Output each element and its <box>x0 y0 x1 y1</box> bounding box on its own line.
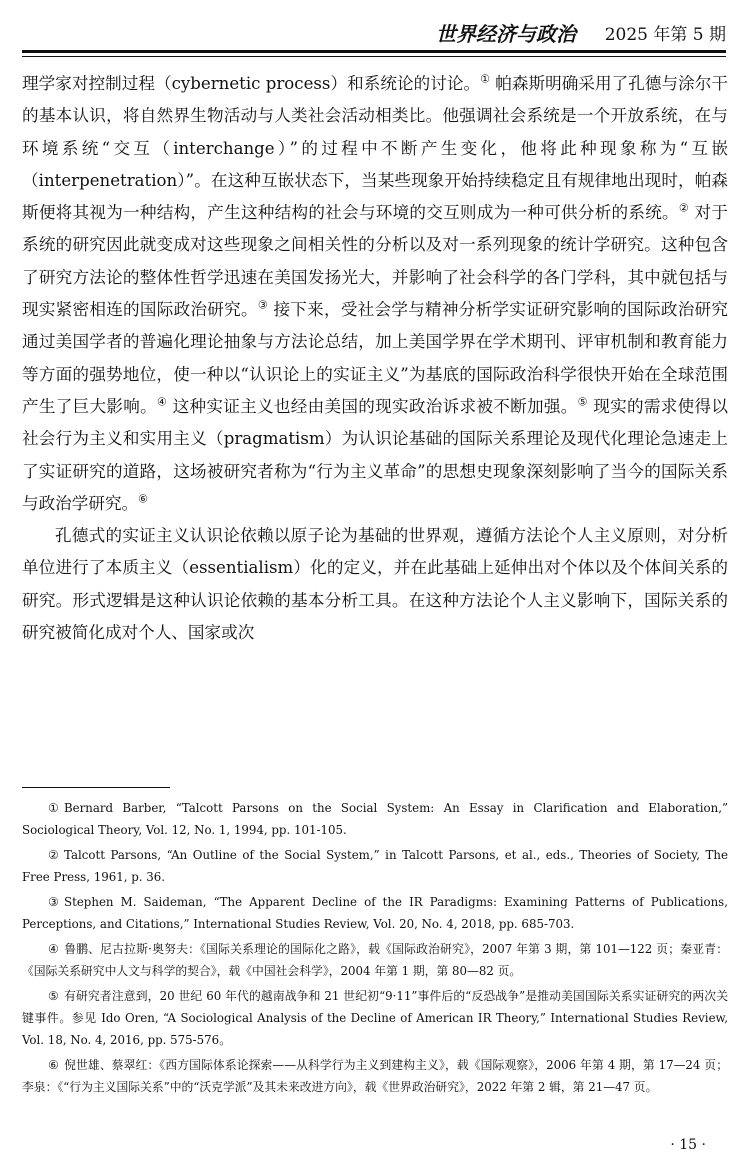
footnote-2 <box>22 844 728 888</box>
text-run: 接下来，受社会学与精神分析学实证研究影响的国际政治研究通过美国学者的普遍化理论抽象与方法论总结，加上美国学界在学术期刊、评审机制和教育能力等方面的强势地位，使一种以“认识论上的实证主义”为基底的国际政治科学很快开始在全球范围产生了巨大影响。 <box>22 300 728 416</box>
issue-label: 2025 年第 5 期 <box>604 25 726 45</box>
footnote-number: ④ <box>48 942 59 956</box>
paragraph-1 <box>22 68 728 520</box>
footnote-4 <box>22 938 728 982</box>
footnote-text: Stephen M. Saideman, “The Apparent Decline of the IR Paradigms: Examining Patterns of Publications, Perceptions, and Citations,” International Studies Review, Vol. 20, No. 4, 2018, pp. 685-703. <box>22 895 728 931</box>
footnote-number: ⑥ <box>48 1058 59 1072</box>
footnote-text: 鲁鹏、尼古拉斯·奥努夫：《国际关系理论的国际化之路》，载《国际政治研究》，2007 年第 3 期，第 101—122 页；秦亚青：《国际关系研究中人文与科学的契合》，载《中国社会科学》，2004 年第 1 期，第 80—82 页。 <box>22 942 728 978</box>
text-run: 这种实证主义也经由美国的现实政治诉求被不断加强。 <box>167 396 578 416</box>
footnote-number: ② <box>48 848 59 862</box>
footnote-marker[interactable]: ② <box>678 201 690 215</box>
footnote-text: Bernard Barber, “Talcott Parsons on the Social System: An Essay in Clarification and Elaboration,” Sociological Theory, Vol. 12, No. 1, 1994, pp. 101-105. <box>22 801 728 837</box>
header-rule-thick <box>22 50 726 53</box>
footnote-separator <box>22 787 170 788</box>
footnote-6 <box>22 1054 728 1098</box>
page-number: · 15 · <box>670 1137 706 1153</box>
footnotes <box>22 797 728 1101</box>
paragraph-2: 孔德式的实证主义认识论依赖以原子论为基础的世界观，遵循方法论个人主义原则，对分析单位进行了本质主义（essentialism）化的定义，并在此基础上延伸出对个体以及个体间关系的研究。形式逻辑是这种认识论依赖的基本分析工具。在这种方法论个人主义影响下，国际关系的研究被简化成对个人、国家或次 <box>22 526 728 643</box>
footnote-marker[interactable]: ③ <box>257 298 268 312</box>
journal-title: 世界经济与政治 <box>436 22 576 46</box>
text-run: 对于系统的研究因此就变成对这些现象之间相关性的分析以及对一系列现象的统计学研究。这种包含了研究方法论的整体性哲学迅速在美国发扬光大，并影响了社会科学的各门学科，其中就包括与现实紧密相连的国际政治研究。 <box>22 203 728 320</box>
footnote-text: Talcott Parsons, “An Outline of the Social System,” in Talcott Parsons, et al., eds., Theories of Society, The Free Press, 1961, p. 36. <box>22 848 728 884</box>
footnote-5 <box>22 985 728 1051</box>
running-header <box>22 14 726 60</box>
footnote-number: ③ <box>48 895 59 909</box>
footnote-marker[interactable]: ⑥ <box>138 492 149 506</box>
footnote-1 <box>22 797 728 841</box>
header-rule-thin <box>22 56 726 57</box>
footnote-number: ⑤ <box>48 989 59 1003</box>
text-run: 帕森斯明确采用了孔德与涂尔干的基本认识，将自然界生物活动与人类社会活动相类比。他强调社会系统是一个开放系统，在与环境系统“交互（interchange）”的过程中不断产生变化，他将此种现象称为“互嵌（interpenetration）”。在这种互嵌状态下，当某些现象开始持续稳定且有规律地出现时，帕森斯便将其视为一种结构，产生这种结构的社会与环境的交互则成为一种可供分析的系统。 <box>22 74 728 223</box>
footnote-marker[interactable]: ① <box>480 72 490 86</box>
footnote-text: 有研究者注意到，20 世纪 60 年代的越南战争和 21 世纪初“9·11”事件后的“反恐战争”是推动美国国际关系实证研究的两次关键事件。参见 Ido Oren, “A Sociological Analysis of the Decline of American IR Theory,” International Studies Review, Vol. 18, No. 4, 2016, pp. 575-576。 <box>22 989 728 1047</box>
text-run: 理学家对控制过程（cybernetic process）和系统论的讨论。 <box>22 74 481 93</box>
footnote-text: 倪世雄、蔡翠红：《西方国际体系论探索——从科学行为主义到建构主义》，载《国际观察》，2006 年第 4 期，第 17—24 页；李泉：《“行为主义国际关系”中的“沃克学派”及其未来改进方向》，载《世界政治研究》，2022 年第 2 辑，第 21—47 页。 <box>22 1058 728 1094</box>
body-text <box>22 68 728 649</box>
text-run: 现实的需求使得以社会行为主义和实用主义（pragmatism）为认识论基础的国际关系理论及现代化理论急速走上了实证研究的道路，这场被研究者称为“行为主义革命”的思想史现象深刻影响了当今的国际关系与政治学研究。 <box>22 396 728 513</box>
footnote-marker[interactable]: ④ <box>156 395 168 409</box>
footnote-3 <box>22 891 728 935</box>
footnote-marker[interactable]: ⑤ <box>577 395 588 409</box>
footnote-number: ① <box>48 801 59 815</box>
